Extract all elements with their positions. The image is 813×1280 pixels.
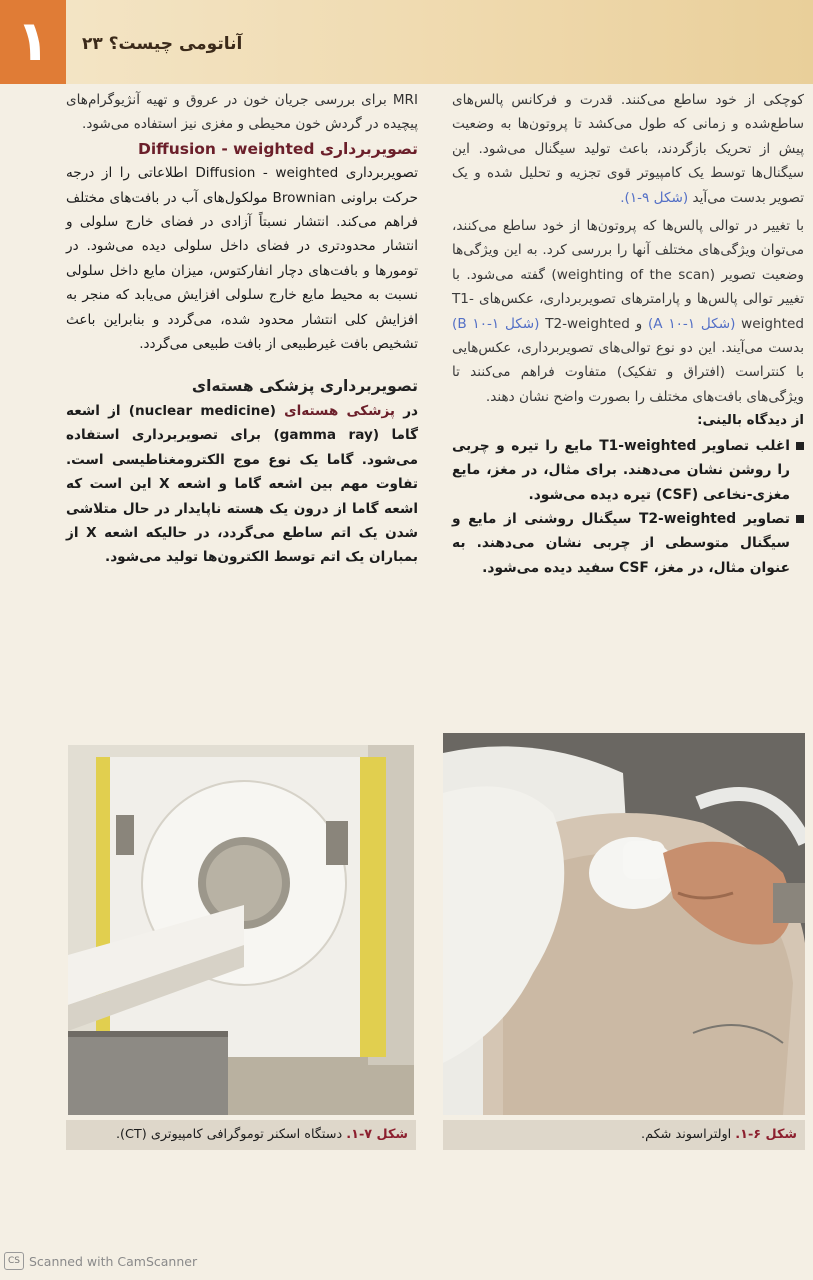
section-heading: تصویربرداری Diffusion - weighted <box>137 139 418 158</box>
list-item <box>452 507 804 580</box>
figure-number: شکل ۷-۱. <box>346 1127 408 1142</box>
figure-ref: (شکل A ۱۰-۱) <box>647 315 736 332</box>
figure-ref: (شکل ۹-۱). <box>620 189 689 206</box>
clinical-label: از دیدگاه بالینی: <box>697 413 804 429</box>
bullet-text: تصاویر T2-weighted سیگنال روشنی از مایع و سیگنال متوسطی از چربی نشان می‌دهند. به عنوان مثال، در مغز، CSF سفید دیده می‌شود. <box>452 510 790 576</box>
left-column <box>66 88 418 570</box>
ultrasound-illustration <box>443 733 805 1115</box>
camscanner-logo-icon: CS <box>4 1252 24 1270</box>
bullet-text: اغلب تصاویر T1-weighted مایع را تیره و چربی را روشن نشان می‌دهند. برای مثال، در مغز، مایع مغزی-نخاعی (CSF) تیره دیده می‌شود. <box>452 437 790 503</box>
paragraph-text: (nuclear medicine) از اشعه گاما (gamma ray) برای تصویربرداری استفاده می‌شود. گاما یک نوع موج الکترومغناطیسی است. تفاوت مهم بین اشعه گاما و اشعه X این است که اشعه گاما از درون یک هسته ناپایدار در حال متلاشی شدن یک اتم ساطع می‌گردد، در حالیکه اشعه X از بمباران یک اتم توسط الکترون‌ها تولید می‌شود. <box>66 402 419 566</box>
list-item <box>452 434 804 507</box>
figure-caption-text: اولتراسوند شکم. <box>641 1127 732 1142</box>
section-heading: تصویربرداری پزشکی هسته‌ای <box>191 377 418 396</box>
ultrasound-photo <box>443 733 805 1115</box>
paragraph <box>66 399 418 570</box>
emphasis-term: پزشکی هسته‌ای <box>284 402 396 419</box>
figure-ref: (شکل B ۱۰-۱) <box>452 315 540 332</box>
right-column <box>452 88 804 580</box>
paragraph-text: در <box>395 402 418 419</box>
paragraph-text: و T2-weighted <box>545 315 643 332</box>
paragraph <box>452 88 804 210</box>
paragraph <box>452 214 804 409</box>
figure-number: شکل ۶-۱. <box>735 1127 797 1142</box>
ct-scanner-photo <box>68 745 414 1115</box>
paragraph: MRI برای بررسی جریان خون در عروق و تهیه آنژیوگرام‌های پیچیده در گردش خون محیطی و مغزی نیز استفاده می‌شود. <box>66 92 418 133</box>
paragraph-text: با تغییر در توالی پالس‌ها که پروتون‌ها از خود ساطع می‌کنند، می‌توان ویژگی‌های مختلف آنها را بررسی کرد. به این ویژگی‌ها وضعیت تصویر (weighting of the scan) گفته می‌شود. با تغییر توالی پالس‌ها و پارامترهای تصویربرداری، عکس‌های T1-weighted <box>452 218 804 332</box>
square-bullet-icon <box>796 515 804 523</box>
scanner-text: Scanned with CamScanner <box>29 1253 198 1269</box>
paragraph: تصویربرداری Diffusion - weighted اطلاعاتی را از درجه حرکت براونی Brownian مولکول‌های آب در بافت‌های مختلف فراهم می‌کند. انتشار نسبتاً آزادی در فضای خارج سلولی و انتشار محدودتری در فضای داخل سلولی دیده می‌شود. در تومورها و بافت‌های دچار انفارکتوس، میزان مایع داخل سلولی نسبت به محیط مایع خارج سلولی افزایش می‌یابد که منجر به افزایش کلی انتشار محدود شده، می‌گردد و بنابراین باعث تشخیص بافت غیرطبیعی از بافت طبیعی می‌گردد. <box>66 165 418 353</box>
figure-caption-ct <box>66 1120 416 1150</box>
figure-caption-us <box>443 1120 805 1150</box>
paragraph-text: کوچکی از خود ساطع می‌کنند. قدرت و فرکانس پالس‌های ساطع‌شده و زمانی که طول می‌کشد تا پروتون‌ها به وضعیت پیش از تحریک بازگردند، باعث تولید سیگنال می‌شود. این سیگنال‌ها توسط یک کامپیوتر قوی تجزیه و تحلیل شده و یک تصویر بدست می‌آید <box>452 92 804 206</box>
chapter-tab <box>0 0 66 84</box>
square-bullet-icon <box>796 442 804 450</box>
running-title: آناتومی چیست؟ ۲۳ <box>82 34 243 54</box>
scanner-watermark <box>4 1252 197 1270</box>
ct-scanner-illustration <box>68 745 414 1115</box>
paragraph-text: بدست می‌آیند. این دو نوع توالی‌های تصویربرداری، عکس‌هایی با کنتراست (افتراق و تفکیک) متفاوت فراهم می‌کنند تا ویژگی‌های بافت‌های مختلف را بصورت واضح نشان دهند. <box>452 340 804 405</box>
figure-caption-text: دستگاه اسکنر توموگرافی کامپیوتری (CT). <box>115 1127 343 1142</box>
chapter-number: ۱ <box>15 9 51 74</box>
